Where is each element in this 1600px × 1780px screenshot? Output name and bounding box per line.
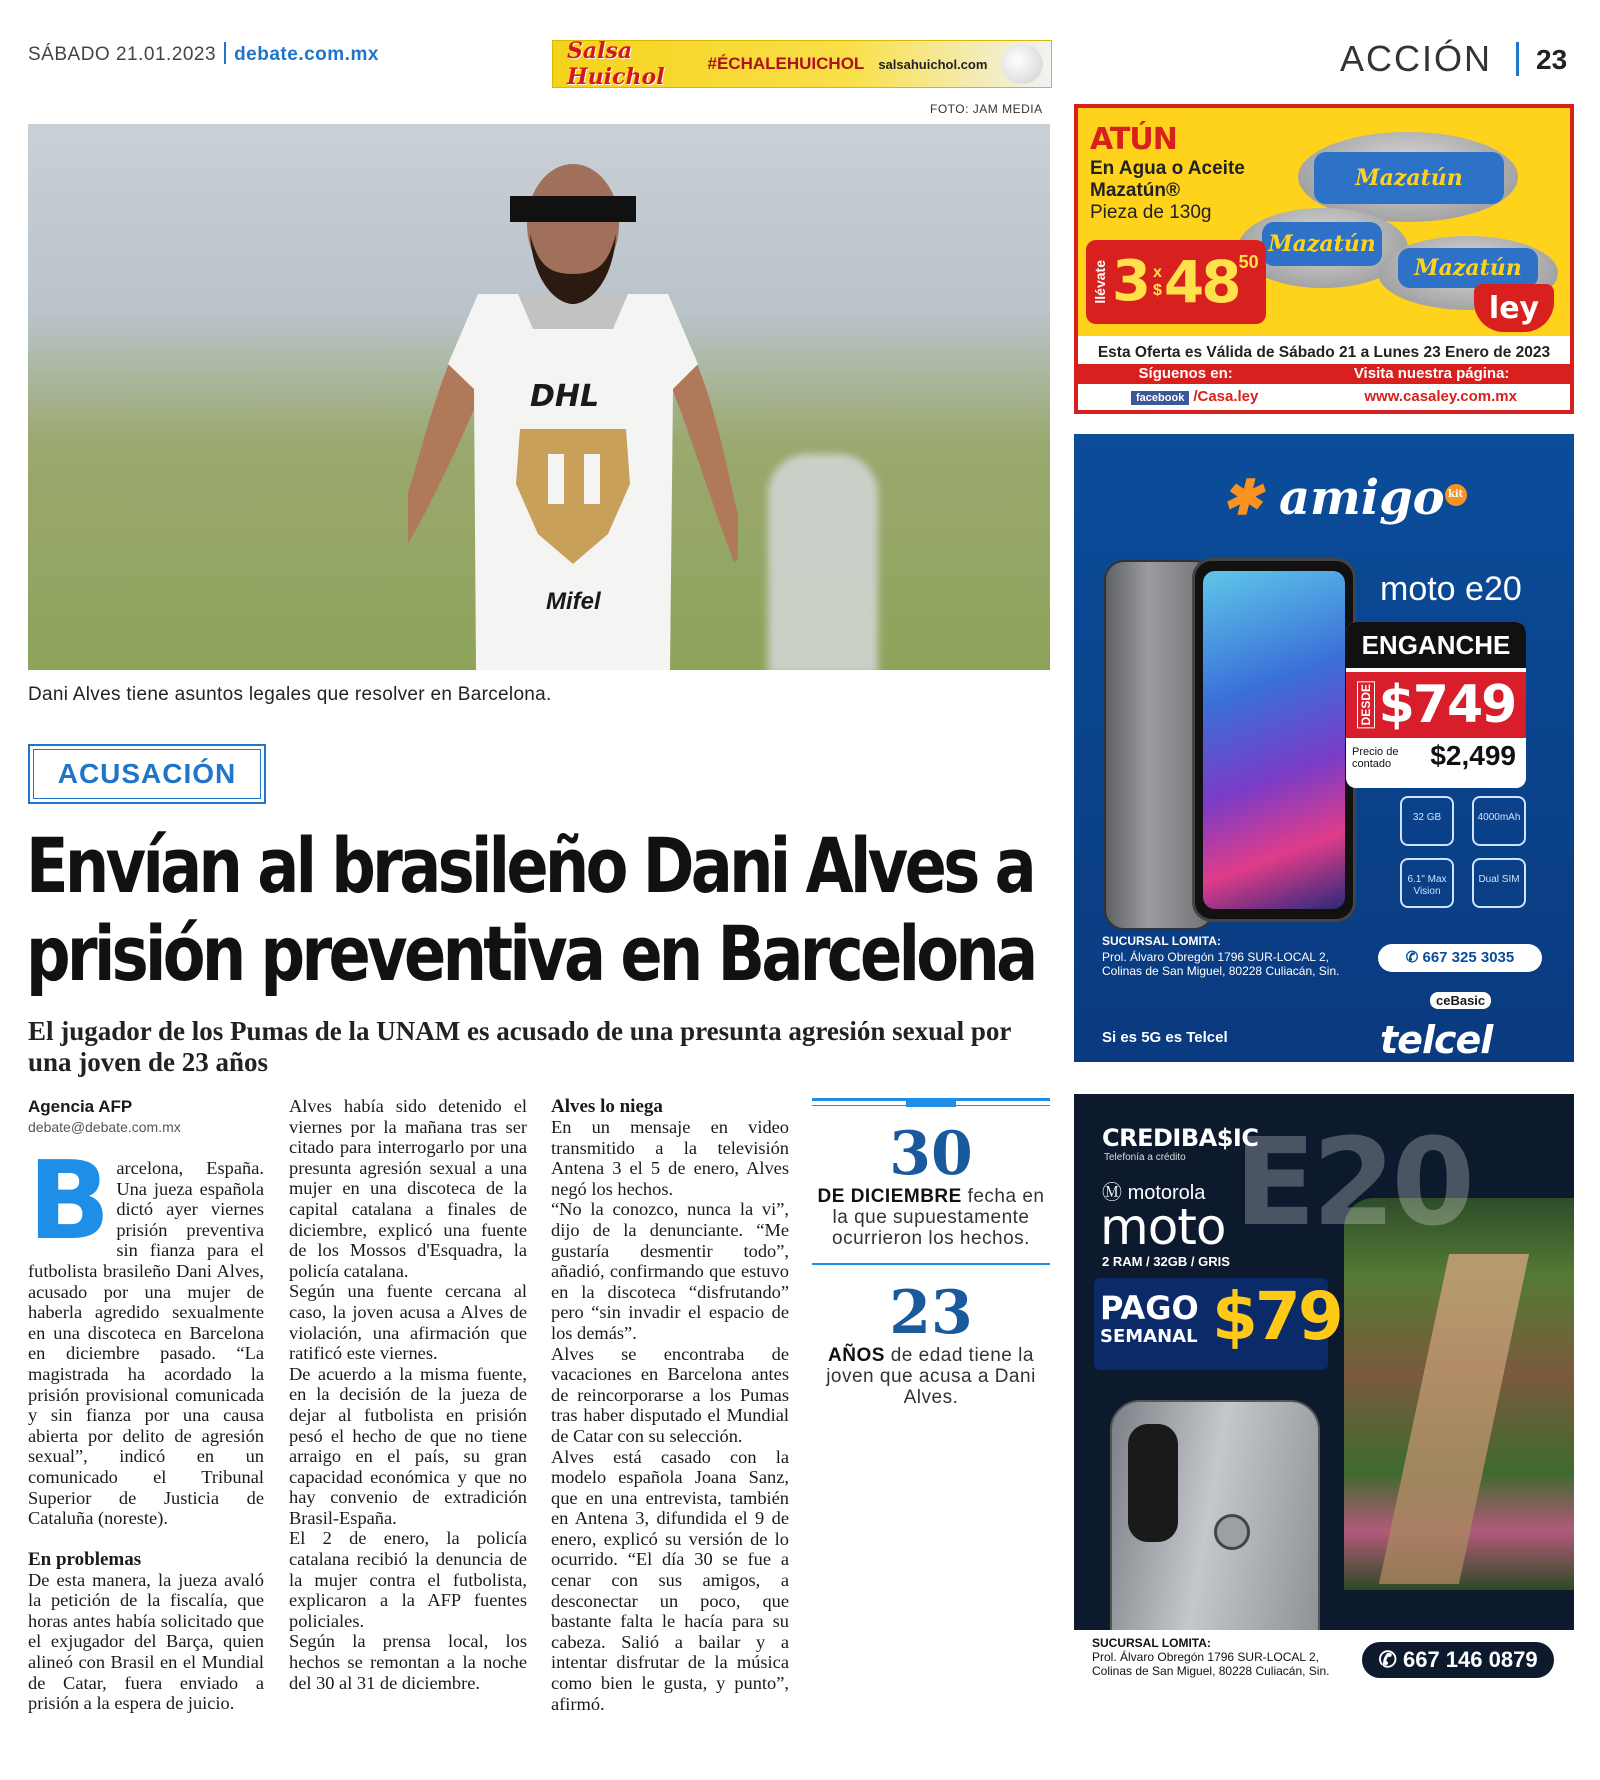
enganche-price: $749 <box>1378 675 1516 735</box>
contado-label: Precio de contado <box>1352 746 1399 770</box>
stats-top-rule <box>812 1098 1050 1101</box>
site-link[interactable]: debate.com.mx <box>234 44 379 65</box>
branch-address <box>1102 950 1339 978</box>
ad-product-desc <box>1090 158 1245 202</box>
stat-text: fecha en la que supuestamente ocurrieron los hechos. <box>832 1186 1045 1249</box>
branch-phone[interactable]: ✆ 667 146 0879 <box>1360 1640 1556 1680</box>
semanal-label: SEMANAL <box>1100 1326 1198 1347</box>
phone-front-image <box>1192 558 1356 922</box>
ad-credibasic[interactable] <box>1074 1094 1574 1690</box>
paragraph: De esta manera, la jueza avaló la petición de la fiscalía, que horas antes había solicitado que el exjugador del Barça, quien alineó con Brasil en el Mundial de Catar, fuera enviado a prisión a la espera de juicio. <box>28 1569 264 1714</box>
paragraph: En un mensaje en video transmitido a la televisión Antena 3 el 5 de enero, Alves negó los hechos. <box>551 1117 789 1199</box>
stat-text: de edad tiene la joven que acusa a Dani Alves. <box>826 1345 1036 1408</box>
ad-follow-bar <box>1078 364 1570 384</box>
headline-line-2: prisión preventiva en Barcelona <box>26 909 1035 998</box>
weekly-payment: $79 <box>1212 1278 1341 1355</box>
paragraph: Según la prensa local, los hechos se remontan a la noche del 30 al 31 de diciembre. <box>289 1631 527 1693</box>
camera-module <box>1128 1424 1178 1542</box>
subhead-alves-lo-niega: Alves lo niega <box>551 1096 663 1117</box>
facebook-icon: facebook <box>1131 391 1189 405</box>
promo-hashtag: #ÉCHALEHUICHOL <box>707 54 865 73</box>
stat-number: 30 <box>889 1119 973 1189</box>
paragraph: El 2 de enero, la policía catalana recibió la denuncia de la mujer contra el futbolista, explicaron a la AFP fuentes policiales. <box>289 1528 527 1631</box>
amigo-logo <box>1222 470 1467 526</box>
header-divider <box>224 42 226 64</box>
can-label: Mazatún <box>1398 248 1538 288</box>
date-text: SÁBADO 21.01.2023 <box>28 44 217 65</box>
desc-line: Mazatún® <box>1090 180 1180 201</box>
kicker-label: ACUSACIÓN <box>33 749 261 799</box>
motorola-icon <box>1214 1514 1250 1550</box>
facebook-link[interactable] <box>1131 388 1258 405</box>
price-x <box>1153 264 1162 300</box>
headline-line-1: Envían al brasileño Dani Alves a <box>26 821 1033 910</box>
currency-mark: $ <box>1152 282 1162 299</box>
stat-emphasis: DE DICIEMBRE <box>817 1186 962 1207</box>
contado-price: $2,499 <box>1430 740 1516 771</box>
desc-line: En Agua o Aceite <box>1090 158 1245 179</box>
mascot-icon <box>1001 44 1043 84</box>
byline-author: Agencia AFP <box>28 1097 133 1116</box>
price-card <box>1346 622 1526 788</box>
moto-wordmark: moto <box>1100 1198 1226 1256</box>
motorola-text: motorola <box>1127 1182 1206 1204</box>
credibasic-tagline: Telefonía a crédito <box>1104 1152 1186 1163</box>
paragraph: De acuerdo a la misma fuente, en la decisión de la jueza de dejar al futbolista en prisión pesó el hecho de que no tiene arraigo en el país, su gran capacidad económica y que no hay convenio de extradición Brasil-España. <box>289 1363 527 1528</box>
paragraph: Según una fuente cercana al caso, la joven acusa a Alves de violación, una afirmación que ratificó este viernes. <box>289 1281 527 1364</box>
article-column-2 <box>289 1096 527 1693</box>
stat-description <box>812 1186 1050 1249</box>
censor-bar <box>510 196 636 222</box>
page-number: 23 <box>1536 44 1568 75</box>
address-line: Prol. Álvaro Obregón 1796 SUR-LOCAL 2, <box>1092 1650 1319 1664</box>
ad-casa-ley[interactable] <box>1074 104 1574 414</box>
stats-divider <box>812 1263 1050 1265</box>
branch-title: SUCURSAL LOMITA: <box>1092 1636 1215 1650</box>
motorola-logo: Ⓜ motorola <box>1102 1182 1206 1204</box>
ad-telcel[interactable] <box>1074 434 1574 1062</box>
enganche-price-row <box>1346 672 1526 738</box>
stat-description <box>812 1345 1050 1408</box>
address-line: Prol. Álvaro Obregón 1796 SUR-LOCAL 2, <box>1102 950 1329 964</box>
paragraph <box>28 1139 264 1529</box>
section-name: ACCIÓN <box>1340 38 1493 79</box>
edition-date <box>28 42 379 66</box>
can-label: Mazatún <box>1314 152 1504 204</box>
promo-banner[interactable] <box>552 40 1052 88</box>
ley-logo: ley <box>1474 284 1554 332</box>
stat-emphasis: AÑOS <box>828 1345 885 1366</box>
price-cents: 50 <box>1238 252 1259 272</box>
paragraph: “No la conozco, nunca la vi”, dijo de la denunciante. “Me gustaría desmentir todo”, añadió, confirmando que estuvo en la discoteca “disfrutando” pero “sin invadir el espacio de los demás”. <box>551 1199 789 1343</box>
branch-phone[interactable]: ✆ 667 325 3035 <box>1378 944 1542 972</box>
subhead-en-problemas: En problemas <box>28 1548 142 1570</box>
pago-label: PAGO <box>1100 1289 1199 1327</box>
can-label: Mazatún <box>1262 222 1382 266</box>
storage-icon: 32 GB <box>1400 796 1454 846</box>
facebook-handle: /Casa.ley <box>1193 388 1259 405</box>
address-line: Colinas de San Miguel, 80228 Culiacán, Sin. <box>1102 964 1340 978</box>
article-photo[interactable] <box>28 124 1050 670</box>
jersey-dhl: DHL <box>530 379 600 414</box>
web-link[interactable]: www.casaley.com.mx <box>1364 388 1517 405</box>
photo-caption: Dani Alves tiene asuntos legales que resolver en Barcelona. <box>28 684 552 705</box>
credibasic-logo: CREDIBA$IC <box>1102 1124 1259 1152</box>
x-mark: x <box>1152 264 1162 281</box>
paragraph: Alves había sido detenido el viernes por la mañana tras ser citado para interrogarlo por una presunta agresión sexual a una mujer en una discoteca de la capital catalana a finales de diciembre, explicó una fuente de los Mossos d'Esquadra, la policía catalana. <box>289 1096 527 1281</box>
kit-badge: kit <box>1445 484 1467 506</box>
photo-credit: FOTO: JAM MEDIA <box>930 102 1043 116</box>
byline-email[interactable]: debate@debate.com.mx <box>28 1119 181 1135</box>
visit-label: Visita nuestra página: <box>1353 365 1510 382</box>
offer-validity: Esta Oferta es Válida de Sábado 21 a Lunes 23 Enero de 2023 <box>1097 344 1551 361</box>
amigo-figure-icon: ✱ <box>1222 470 1279 526</box>
jersey-mifel: Mifel <box>546 588 601 615</box>
battery-icon: 4000mAh <box>1472 796 1526 846</box>
ad-product-name: ATÚN <box>1090 122 1177 157</box>
phone-screen <box>1203 571 1345 909</box>
sim-icon: Dual SIM <box>1472 858 1526 908</box>
article-headline <box>26 822 1059 998</box>
kicker-box <box>28 744 266 804</box>
section-divider <box>1516 42 1519 76</box>
branch-title: SUCURSAL LOMITA: <box>1102 934 1221 948</box>
promo-logo: Salsa Huichol <box>567 40 665 88</box>
paragraph: Alves se encontraba de vacaciones en Barcelona antes de reincorporarse a los Pumas tras haber disputado el Mundial de Catar con su selección. <box>551 1343 789 1446</box>
article-subheadline: El jugador de los Pumas de la UNAM es acusado de una presunta agresión sexual por una joven de 23 años <box>28 1016 1011 1077</box>
drop-cap: B <box>28 1139 111 1264</box>
phone-number: 667 325 3035 <box>1422 949 1515 966</box>
follow-label: Síguenos en: <box>1138 365 1233 382</box>
phone-model: moto e20 <box>1380 570 1522 608</box>
branch-address <box>1092 1650 1329 1678</box>
enganche-label: ENGANCHE <box>1346 622 1526 668</box>
price-quantity: 3 <box>1112 249 1151 314</box>
stat-number: 23 <box>889 1278 973 1348</box>
cebasic-logo: ceBasic <box>1430 992 1491 1009</box>
article-column-3 <box>551 1096 789 1714</box>
stats-box <box>812 1098 1050 1408</box>
ad-product-size: Pieza de 130g <box>1090 202 1212 223</box>
promo-url: salsahuichol.com <box>878 56 988 72</box>
background-player <box>768 454 878 670</box>
screen-icon: 6.1" Max Vision <box>1400 858 1454 908</box>
five-g-slogan: Si es 5G es Telcel <box>1102 1029 1228 1046</box>
amigo-text: amigo <box>1278 470 1445 526</box>
ad-links <box>1078 388 1570 405</box>
desde-label: DESDE <box>1357 681 1375 728</box>
paragraph-text: arcelona, España. Una jueza española dictó ayer viernes prisión preventiva sin fianza para el futbolista brasileño Dani Alves, acusado por una mujer de haberla agredido sexualmente en una discoteca en Barcelona en diciembre pasado. “La magistrada ha acordado la prisión provisional comunicada y sin fianza por una causa abierta por delito de agresión sexual”, indicó en un comunicado el Tribunal Superior de Justicia de Cataluña (noreste). <box>28 1158 264 1529</box>
paragraph: Alves está casado con la modelo española Joana Sanz, que en una entrevista, también en Antena 3, difundida el 9 de enero, explicó su versión de lo ocurrido. “El día 30 se fue a cenar con sus amigos, a desconectar un poco, que bastante falta le hacía para su cabeza. Salió a bailar y a intentar disfrutar de la música como bien le gusta, y punto”, afirmó. <box>551 1446 789 1714</box>
phone-number: 667 146 0879 <box>1402 1647 1538 1672</box>
llevate-label: llévate <box>1092 260 1108 304</box>
article-column-1 <box>28 1096 264 1714</box>
phone-specs: 2 RAM / 32GB / GRIS <box>1102 1254 1230 1269</box>
price-amount: 48 <box>1163 248 1239 316</box>
model-watermark: E20 <box>1234 1114 1471 1253</box>
telcel-logo: telcel <box>1380 1018 1493 1062</box>
player-figure <box>408 154 738 670</box>
ad-price-tag <box>1086 240 1266 324</box>
address-line: Colinas de San Miguel, 80228 Culiacán, Sin. <box>1092 1664 1330 1678</box>
